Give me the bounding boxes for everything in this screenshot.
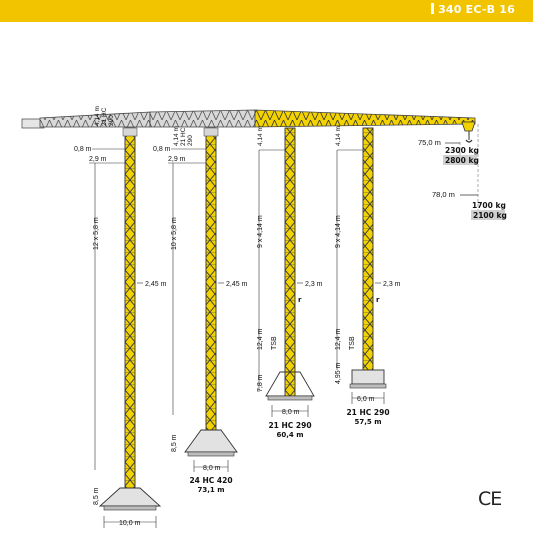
tower-2-width: 2,45 m	[226, 281, 248, 288]
tower-2-height: 73,1 m	[197, 486, 225, 494]
tower-2-mast-label: 10 x 5,8 m	[171, 217, 178, 250]
tower-1-top-section: 4,14 m	[94, 106, 101, 126]
load-1a: 2300 kg	[445, 146, 479, 155]
tower-3-marker: r	[298, 296, 302, 304]
tower-3-bottom-height: 7,8 m	[257, 374, 264, 392]
tower-1-footing	[104, 506, 156, 510]
tower-3-mast-label: 9 x 4,14 m	[257, 215, 264, 248]
tower-2	[153, 126, 248, 494]
tower-4-width: 2,3 m	[383, 281, 401, 288]
trolley	[462, 122, 475, 131]
load-1b: 2800 kg	[445, 156, 479, 165]
tower-1-mast	[125, 128, 135, 488]
tower-4	[335, 126, 401, 426]
tower-4-height: 57,5 m	[354, 418, 382, 426]
tower-1-head	[123, 128, 137, 136]
load-radius-2	[432, 190, 507, 220]
tower-4-tsb: TSB	[349, 336, 356, 350]
tower-2-top-sub1: 21 HC	[180, 127, 187, 146]
tower-4-bottom-height: 4,95 m	[335, 362, 342, 384]
tower-3-top-section: 4,14 m	[257, 126, 264, 146]
tower-2-offset2: 2,9 m	[168, 156, 186, 163]
tower-1-width: 2,45 m	[145, 281, 167, 288]
tower-1-offset2: 2,9 m	[89, 156, 107, 163]
tower-2-top-section: 4,14 m	[173, 126, 180, 146]
tower-3-base-width: 8,0 m	[282, 409, 300, 416]
tower-4-name: 21 HC 290	[346, 408, 390, 417]
jib-root-section	[150, 110, 255, 127]
tower-3-lower-mast: 12,4 m	[257, 328, 264, 350]
tower-2-base-width: 8,0 m	[203, 465, 221, 472]
tower-3	[257, 126, 323, 439]
tower-4-base	[352, 370, 384, 384]
tower-1-base-width: 10,0 m	[119, 520, 141, 527]
tower-2-offset1: 0,8 m	[153, 146, 171, 153]
tower-2-name: 24 HC 420	[189, 476, 233, 485]
tower-2-head	[204, 128, 218, 136]
tower-4-mast-label: 9 x 4,14 m	[335, 215, 342, 248]
tower-1-top-sub1: 21 HC	[101, 107, 108, 126]
tower-3-name: 21 HC 290	[268, 421, 312, 430]
tower-4-footing	[350, 384, 386, 388]
jib-section	[255, 110, 475, 127]
tower-2-bottom-height: 8,5 m	[171, 434, 178, 452]
tower-2-top-sub2: 290	[187, 135, 194, 146]
model-title: 340 EC-B 16	[431, 3, 515, 16]
tower-1-bottom-height: 8,5 m	[93, 487, 100, 505]
tower-4-mast	[363, 128, 373, 370]
tower-3-tsb: TSB	[271, 336, 278, 350]
tower-1-top-sub2: 290	[108, 115, 115, 126]
tower-4-base-width: 6,0 m	[357, 396, 375, 403]
tower-3-footing	[268, 396, 312, 400]
tower-1	[74, 106, 167, 528]
hook-icon	[466, 140, 472, 142]
tower-1-offset1: 0,8 m	[74, 146, 92, 153]
tower-4-top-section: 4,14 m	[335, 126, 342, 146]
ce-mark-icon: CE	[478, 488, 502, 510]
load-2b: 2100 kg	[473, 211, 507, 220]
radius-1-label: 75,0 m	[418, 138, 441, 147]
tower-1-mast-label: 12 x 5,8 m	[93, 217, 100, 250]
tower-2-base	[185, 430, 237, 452]
tower-2-mast	[206, 128, 216, 430]
radius-2-label: 78,0 m	[432, 190, 455, 199]
tower-4-marker: r	[376, 296, 380, 304]
tower-3-mast	[285, 128, 295, 398]
tower-1-base	[100, 488, 160, 506]
tower-3-width: 2,3 m	[305, 281, 323, 288]
load-2a: 1700 kg	[472, 201, 506, 210]
tower-4-lower-mast: 12,4 m	[335, 328, 342, 350]
tower-2-footing	[188, 452, 234, 456]
tower-3-height: 60,4 m	[276, 431, 304, 439]
